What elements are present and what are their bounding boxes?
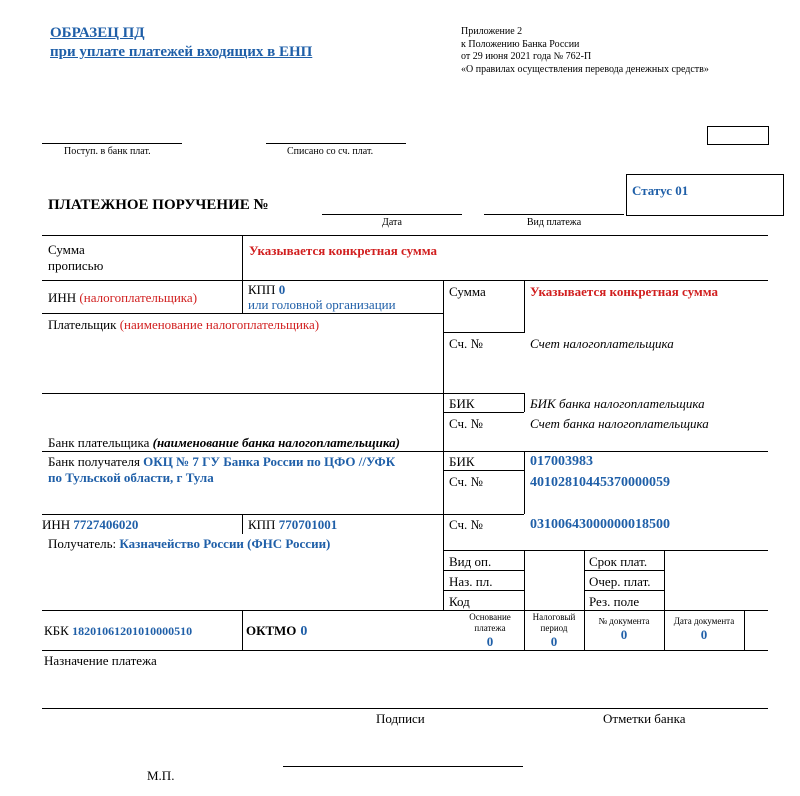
form-code-box[interactable] xyxy=(707,126,769,145)
payer-inn-field[interactable] xyxy=(48,290,197,306)
payer-inn-label: ИНН xyxy=(48,290,77,305)
received-line xyxy=(42,143,182,144)
recipient-bik-value[interactable]: 017003983 xyxy=(530,454,593,469)
amount-words-value[interactable]: Указывается конкретная сумма xyxy=(249,243,438,258)
recipient-account-value[interactable]: 03100643000000018500 xyxy=(530,517,670,532)
status-box[interactable] xyxy=(626,174,784,216)
appendix-note xyxy=(461,26,709,76)
payer-field[interactable] xyxy=(48,317,319,333)
recipient-kpp-value: 770701001 xyxy=(278,517,338,532)
basis-field[interactable] xyxy=(457,612,523,649)
code-label: Код xyxy=(449,594,470,609)
payer-bank-account-value[interactable]: Счет банка налогоплательщика xyxy=(530,416,709,431)
recipient-bank-account-value[interactable]: 40102810445370000059 xyxy=(530,475,670,490)
kbk-value: 18201061201010000510 xyxy=(72,624,193,638)
signature-line[interactable] xyxy=(283,766,523,767)
sample-title-line2: при уплате платежей входящих в ЕНП xyxy=(50,44,313,60)
appendix-line2: к Положению Банка России xyxy=(461,38,580,50)
debited-label: Списано со сч. плат. xyxy=(287,146,374,157)
appendix-line1: Приложение 2 xyxy=(461,26,523,37)
tax-period-field[interactable] xyxy=(524,612,584,649)
bank-marks-label: Отметки банка xyxy=(603,711,686,726)
payer-bank-field[interactable] xyxy=(48,435,400,451)
payer-inn-note: (налогоплательщика) xyxy=(79,290,198,305)
recipient-inn-field[interactable] xyxy=(42,517,138,533)
payer-kpp-field[interactable] xyxy=(248,282,396,312)
doc-number-label: № документа xyxy=(598,616,650,626)
amount-words-label xyxy=(48,242,103,274)
recipient-bank-label: Банк получателя xyxy=(48,454,140,469)
tax-period-label-1: Налоговый xyxy=(532,612,576,622)
sample-title-line1: ОБРАЗЕЦ ПД xyxy=(50,25,145,41)
payer-kpp-value: 0 xyxy=(278,282,286,297)
payer-bank-account-label: Сч. № xyxy=(449,416,483,431)
payer-bank-note: (наименование банка налогоплательщика) xyxy=(152,435,400,450)
oktmo-value: 0 xyxy=(300,624,308,639)
recipient-kpp-label: КПП xyxy=(248,517,276,532)
doc-date-value: 0 xyxy=(700,627,708,642)
reserve-label: Рез. поле xyxy=(589,594,640,609)
op-type-label: Вид оп. xyxy=(449,554,492,569)
payment-type-line xyxy=(484,214,624,215)
purpose-label: Назначение платежа xyxy=(44,653,157,668)
recipient-bank-account-label: Сч. № xyxy=(449,474,483,489)
purpose-code-label: Наз. пл. xyxy=(449,574,493,589)
order-title: ПЛАТЕЖНОЕ ПОРУЧЕНИЕ № xyxy=(48,197,269,213)
payer-bank-bik-label: БИК xyxy=(449,396,475,411)
amount-value[interactable]: Указывается конкретная сумма xyxy=(530,284,719,299)
queue-label: Очер. плат. xyxy=(589,574,651,589)
signatures-label: Подписи xyxy=(376,711,425,726)
payer-bank-label: Банк плательщика xyxy=(48,435,150,450)
recipient-kpp-field[interactable] xyxy=(248,517,337,533)
payer-label: Плательщик xyxy=(48,317,117,332)
payer-bank-bik-value[interactable]: БИК банка налогоплательщика xyxy=(530,396,705,411)
recipient-bik-label: БИК xyxy=(449,454,475,469)
payer-note: (наименование налогоплательщика) xyxy=(119,317,320,332)
recipient-label: Получатель: xyxy=(48,536,117,551)
doc-number-value: 0 xyxy=(620,627,628,642)
kbk-field[interactable] xyxy=(44,623,192,639)
amount-words-label-line2: прописью xyxy=(48,258,104,273)
sample-title xyxy=(50,24,312,62)
tax-period-label-2: период xyxy=(540,623,568,633)
payer-kpp-note: или головной организации xyxy=(248,297,396,312)
basis-value: 0 xyxy=(486,634,494,649)
oktmo-label: ОКТМО xyxy=(246,623,297,638)
recipient-account-label: Сч. № xyxy=(449,517,483,532)
recipient-bank-value-2: по Тульской области, г Тула xyxy=(48,470,214,485)
debited-line xyxy=(266,143,406,144)
recipient-bank-value-1: ОКЦ № 7 ГУ Банка России по ЦФО //УФК xyxy=(143,454,396,469)
recipient-inn-label: ИНН xyxy=(42,517,71,532)
stamp-label: М.П. xyxy=(147,768,175,783)
appendix-line3: от 29 июня 2021 года № 762-П xyxy=(461,51,592,62)
basis-label-2: платежа xyxy=(474,623,506,633)
received-label: Поступ. в банк плат. xyxy=(64,146,151,157)
recipient-bank-field[interactable] xyxy=(48,454,440,486)
due-date-label: Срок плат. xyxy=(589,554,648,569)
tax-period-value: 0 xyxy=(550,634,558,649)
amount-label: Сумма xyxy=(449,284,486,299)
doc-date-label: Дата документа xyxy=(673,616,735,626)
kbk-label: КБК xyxy=(44,623,69,638)
payer-account-label: Сч. № xyxy=(449,336,483,351)
appendix-line4: «О правилах осуществления перевода денежных средств» xyxy=(461,63,709,75)
recipient-inn-value: 7727406020 xyxy=(73,517,139,532)
doc-number-field[interactable] xyxy=(584,616,664,643)
amount-words-label-line1: Сумма xyxy=(48,242,85,257)
recipient-value: Казначейство России (ФНС России) xyxy=(119,536,331,551)
date-label: Дата xyxy=(382,217,402,228)
status-value: Статус 01 xyxy=(632,183,689,198)
oktmo-field[interactable] xyxy=(246,622,307,640)
payment-type-label: Вид платежа xyxy=(526,217,582,228)
date-line xyxy=(322,214,462,215)
payer-kpp-label: КПП xyxy=(248,282,276,297)
recipient-field[interactable] xyxy=(48,536,330,552)
doc-date-field[interactable] xyxy=(664,616,744,643)
basis-label-1: Основание xyxy=(469,612,511,622)
payer-account-value[interactable]: Счет налогоплательщика xyxy=(530,336,674,351)
